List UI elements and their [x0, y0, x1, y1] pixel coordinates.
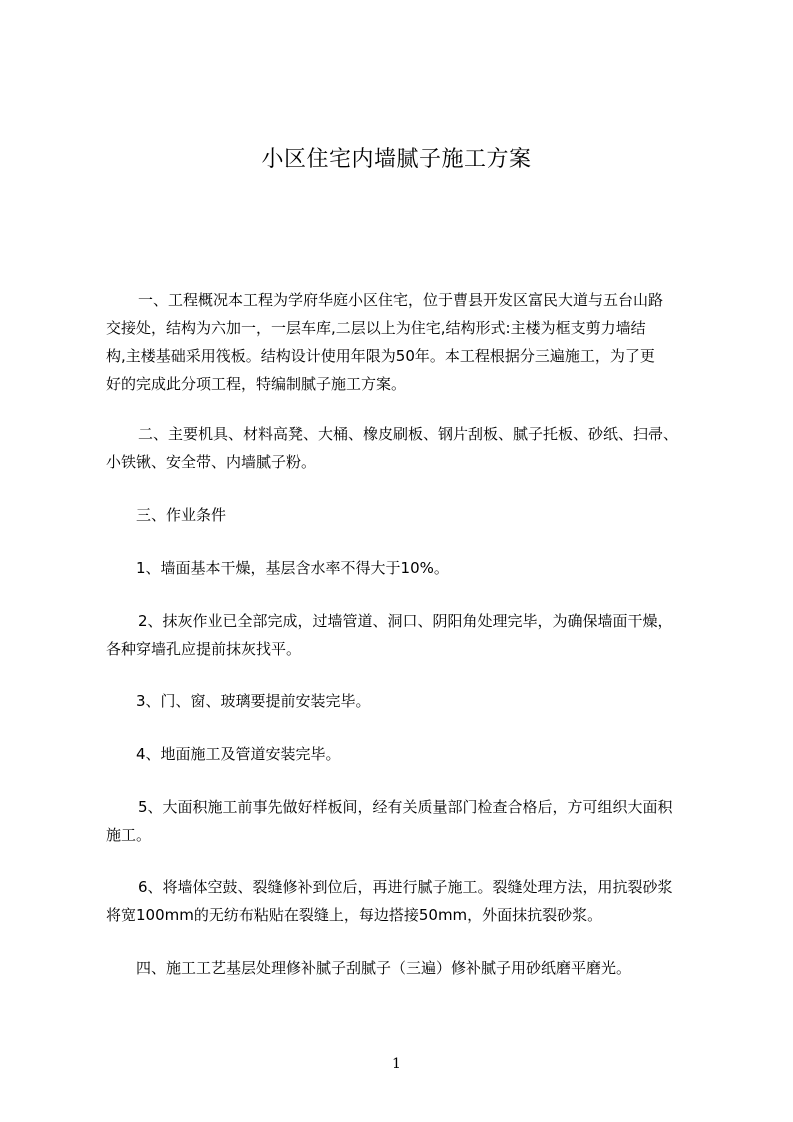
condition-6 [106, 873, 718, 929]
condition-6-line: 将宽100mm的无纺布粘贴在裂缝上，每边搭接50mm，外面抹抗裂砂浆。 [106, 906, 603, 924]
condition-6-line: 6、将墙体空鼓、裂缝修补到位后，再进行腻子施工。裂缝处理方法，用抗裂砂浆 [138, 878, 673, 896]
condition-5-line: 5、大面积施工前事先做好样板间，经有关质量部门检查合格后，方可组织大面积 [138, 798, 673, 816]
overview-line: 好的完成此分项工程，特编制腻子施工方案。 [106, 375, 407, 393]
equipment-paragraph [106, 420, 718, 476]
equipment-line: 小铁锹、安全带、内墙腻子粉。 [106, 453, 317, 471]
condition-5-line: 施工。 [106, 826, 152, 844]
condition-2 [106, 607, 718, 663]
overview-line: 交接处，结构为六加一，一层车库,二层以上为住宅,结构形式:主楼为框支剪力墙结 [106, 319, 646, 337]
condition-2-line: 2、抹灰作业已全部完成，过墙管道、洞口、阴阳角处理完毕，为确保墙面干燥， [138, 612, 673, 630]
document-title: 小区住宅内墙腻子施工方案 [261, 147, 532, 172]
condition-2-line: 各种穿墙孔应提前抹灰找平。 [106, 640, 302, 658]
page-number: 1 [392, 1056, 401, 1072]
process-paragraph: 四、施工工艺基层处理修补腻子刮腻子（三遍）修补腻子用砂纸磨平磨光。 [136, 959, 632, 977]
condition-5 [106, 793, 718, 849]
overview-line: 构,主楼基础采用筏板。结构设计使用年限为50年。本工程根据分三遍施工，为了更 [106, 347, 655, 365]
overview-paragraph [106, 286, 718, 398]
equipment-line: 二、主要机具、材料高凳、大桶、橡皮刷板、钢片刮板、腻子托板、砂纸、扫帚、 [138, 425, 679, 443]
overview-line: 一、工程概况本工程为学府华庭小区住宅，位于曹县开发区富民大道与五台山路 [138, 291, 664, 309]
condition-3: 3、门、窗、玻璃要提前安装完毕。 [136, 692, 371, 710]
condition-1: 1、墙面基本干燥，基层含水率不得大于10%。 [136, 559, 449, 577]
conditions-heading: 三、作业条件 [136, 506, 227, 524]
condition-4: 4、地面施工及管道安装完毕。 [136, 745, 341, 763]
